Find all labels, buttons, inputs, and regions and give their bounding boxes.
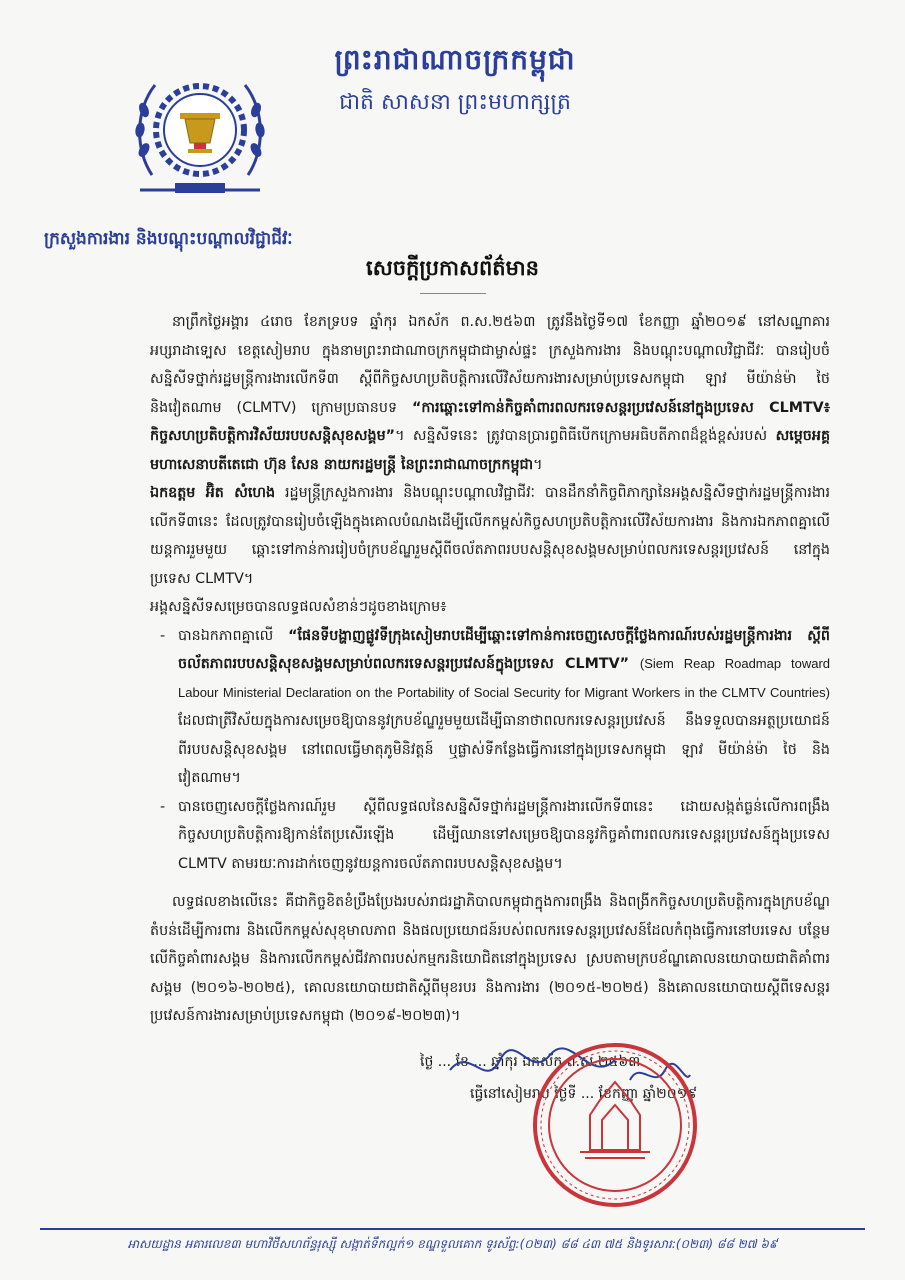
- national-motto: ជាតិ សាសនា ព្រះមហាក្សត្រ: [339, 90, 571, 115]
- roadmap-english-title: (Siem Reap Roadmap toward Labour Ministerial Declaration on the Portability of Social Security for Migrant Workers in the CLMTV Countries): [178, 656, 831, 700]
- document-title: សេចក្តីប្រកាសព័ត៌មាន: [366, 256, 539, 280]
- roadmap-title: “ផែនទីបង្ហាញផ្លូវទីក្រុងសៀមរាបដើម្បីឆ្ពោះទៅកាន់ការចេញសេចក្តីថ្លែងការណ៍របស់រដ្ឋមន្ត្រីការងារ ស្តីពីចល័តភាពរបបសន្តិសុខសង្គមសម្រាប់ពលករទេសន្តរប្រវេសន៍ក្នុងប្រទេស CLMTV”: [178, 627, 830, 672]
- lunar-date: ថ្ងៃ ... ខែ ... ឆ្នាំកុរ ឯកស័ក ព.ស.២៥៦៣: [420, 1054, 641, 1070]
- place-and-date: ធ្វើនៅសៀមរាប ថ្ងៃទី ... ខែកញ្ញា ឆ្នាំ២០១៩: [470, 1086, 698, 1102]
- footer-divider: [40, 1228, 865, 1230]
- document-body: [150, 308, 830, 1031]
- kingdom-heading: ព្រះរាជាណាចក្រកម្ពុជា: [334, 43, 576, 76]
- official-seal-icon: [530, 1040, 700, 1210]
- paragraph-conclusion: លទ្ធផលខាងលើនេះ គឺជាកិច្ចខិតខំប្រឹងប្រែងរបស់រាជរដ្ឋាភិបាលកម្ពុជាក្នុងការពង្រឹង និងពង្រីកកិច្ចសហប្រតិបត្តិការក្នុងក្របខ័ណ្ឌតំបន់ដើម្បីការពារ និងលើកកម្ពស់សុខុមាលភាព និងផលប្រយោជន៍របស់ពលករទេសន្តរប្រវេសន៍ដែលកំពុងធ្វើការនៅបរទេស បន្ថែមលើកិច្ចគាំពារសង្គម និងការលើកកម្ពស់ជីវភាពរបស់កម្មករនិយោជិតនៅក្នុងប្រទេស ស្របតាមក្របខ័ណ្ឌគោលនយោបាយជាតិគាំពារសង្គម (២០១៦-២០២៥), គោលនយោបាយជាតិស្តីពីមុខរបរ និងការងារ (២០១៥-២០២៥) និងគោលនយោបាយស្តីពីទេសន្តរប្រវេសន៍ការងារសម្រាប់ប្រទេសកម្ពុជា (២០១៩-២០២៣)។: [150, 894, 830, 1024]
- ministry-logo: [130, 55, 270, 205]
- minister-name: ឯកឧត្តម អ៊ិត សំហេង: [150, 485, 276, 501]
- ministry-name: ក្រសួងការងារ និងបណ្តុះបណ្តាលវិជ្ជាជីវៈ: [44, 229, 293, 249]
- paragraph-intro: នាព្រឹកថ្ងៃអង្គារ ៤រោច ខែភទ្របទ ឆ្នាំកុរ ឯកស័ក ព.ស.២៥៦៣ ត្រូវនឹងថ្ងៃទី១៧ ខែកញ្ញា ឆ្នាំ២០១៩ នៅសណ្ឋាគារអប្សរាដាទ្បេស ខេត្តសៀមរាប ក្នុងនាមព្រះរាជាណាចក្រកម្ពុជាជាម្ចាស់ផ្ទះ ក្រសួងការងារ និងបណ្តុះបណ្តាលវិជ្ជាជីវៈ បានរៀបចំសន្និសីទថ្នាក់រដ្ឋមន្ត្រីការងារលើកទី៣ ស្តីពីកិច្ចសហប្រតិបត្តិការលើវិស័យការងារសម្រាប់ប្រទេសកម្ពុជា ឡាវ មីយ៉ាន់ម៉ា ថៃ និងវៀតណាម (CLMTV) ក្រោមប្រធានបទ “ការឆ្ពោះទៅកាន់កិច្ចគាំពារពលករទេសន្តរប្រវេសន៍នៅក្នុងប្រទេស CLMTV៖ កិច្ចសហប្រតិបត្តិការវិស័យរបបសន្តិសុខសង្គម”។ សន្និសីទនេះ ត្រូវបានប្រារព្ធពិធីបើកក្រោមអធិបតីភាពដ៏ខ្ពង់ខ្ពស់របស់ សម្តេចអគ្គមហាសេនាបតីតេជោ ហ៊ុន សែន នាយករដ្ឋមន្ត្រី នៃព្រះរាជាណាចក្រកម្ពុជា។: [150, 314, 831, 473]
- conference-theme: “ការឆ្ពោះទៅកាន់កិច្ចគាំពារពលករទេសន្តរប្រវេសន៍នៅក្នុងប្រទេស CLMTV៖ កិច្ចសហប្រតិបត្តិការវិស័យរបបសន្តិសុខសង្គម”: [150, 399, 831, 444]
- paragraph-outcomes-lead: អង្គសន្និសីទសម្រេចបានលទ្ធផលសំខាន់ៗដូចខាងក្រោម៖: [150, 599, 447, 615]
- footer-address: អាសយដ្ឋាន អគារលេខ៣ មហាវិថីសហព័ន្ធរុស្ស៊ី សង្កាត់ទឹកល្អក់១ ខណ្ឌទួលគោក ទូរស័ព្ទ:(០២៣) ៨៨ ៤៣ ៧៥ និងទូរសារ:(០២៣) ៨៨ ២៧ ៦៩: [127, 1237, 778, 1251]
- list-item: - បានឯកភាពគ្នាលើ “ផែនទីបង្ហាញផ្លូវទីក្រុងសៀមរាបដើម្បីឆ្ពោះទៅកាន់ការចេញសេចក្តីថ្លែងការណ៍របស់រដ្ឋមន្ត្រីការងារ ស្តីពីចល័តភាពរបបសន្តិសុខសង្គមសម្រាប់ពលករទេសន្តរប្រវេសន៍ក្នុងប្រទេស CLMTV” (Siem Reap Roadmap toward Labour Ministerial Declaration on the Portability of Social Security for Migrant Workers in the CLMTV Countries) ដែលជាត្រីវិស័យក្នុងការសម្រេចឱ្យបាននូវក្របខ័ណ្ឌរួមមួយដើម្បីធានាថាពលករទេសន្តរប្រវេសន៍ នឹងទទួលបានអត្ថប្រយោជន៍ពីរបបសន្តិសុខសង្គម នៅពេលធ្វើមាតុភូមិនិវត្តន៍ ឬផ្លាស់ទីកន្លែងធ្វើការនៅក្នុងប្រទេសកម្ពុជា ឡាវ មីយ៉ាន់ម៉ា ថៃ និង វៀតណាម។: [160, 627, 831, 786]
- prime-minister-name: សម្តេចអគ្គមហាសេនាបតីតេជោ ហ៊ុន សែន នាយករដ្ឋមន្ត្រី នៃព្រះរាជាណាចក្រកម្ពុជា: [150, 428, 831, 473]
- list-item: - បានចេញសេចក្តីថ្លែងការណ៍រួម ស្តីពីលទ្ធផលនៃសន្និសីទថ្នាក់រដ្ឋមន្ត្រីការងារលើកទី៣នេះ ដោយសង្កត់ធ្ងន់លើការពង្រឹងកិច្ចសហប្រតិបត្តិការឱ្យកាន់តែប្រសើរឡើង ដើម្បីឈានទៅសម្រេចឱ្យបាននូវកិច្ចគាំពារពលករទេសន្តរប្រវេសន៍ក្នុងប្រទេស CLMTV តាមរយៈការដាក់ចេញនូវយន្តការចល័តភាពរបបសន្តិសុខសង្គម។: [160, 798, 830, 872]
- title-divider: [420, 293, 486, 294]
- paragraph-minister: ឯកឧត្តម អ៊ិត សំហេង រដ្ឋមន្ត្រីក្រសួងការងារ និងបណ្តុះបណ្តាលវិជ្ជាជីវៈ បានដឹកនាំកិច្ចពិភាក្សានៃអង្គសន្និសីទថ្នាក់រដ្ឋមន្ត្រីការងារលើកទី៣នេះ ដែលត្រូវបានរៀបចំឡើងក្នុងគោលបំណងដើម្បីលើកកម្ពស់កិច្ចសហប្រតិបត្តិការលើវិស័យការងារ និងការឯកភាពគ្នាលើយន្តការរួមមួយ ឆ្ពោះទៅកាន់ការរៀបចំក្របខ័ណ្ឌរួមស្តីពីចល័តភាពរបបសន្តិសុខសង្គមសម្រាប់ពលករទេសន្តរប្រវេសន៍ នៅក្នុងប្រទេស CLMTV។: [150, 485, 831, 587]
